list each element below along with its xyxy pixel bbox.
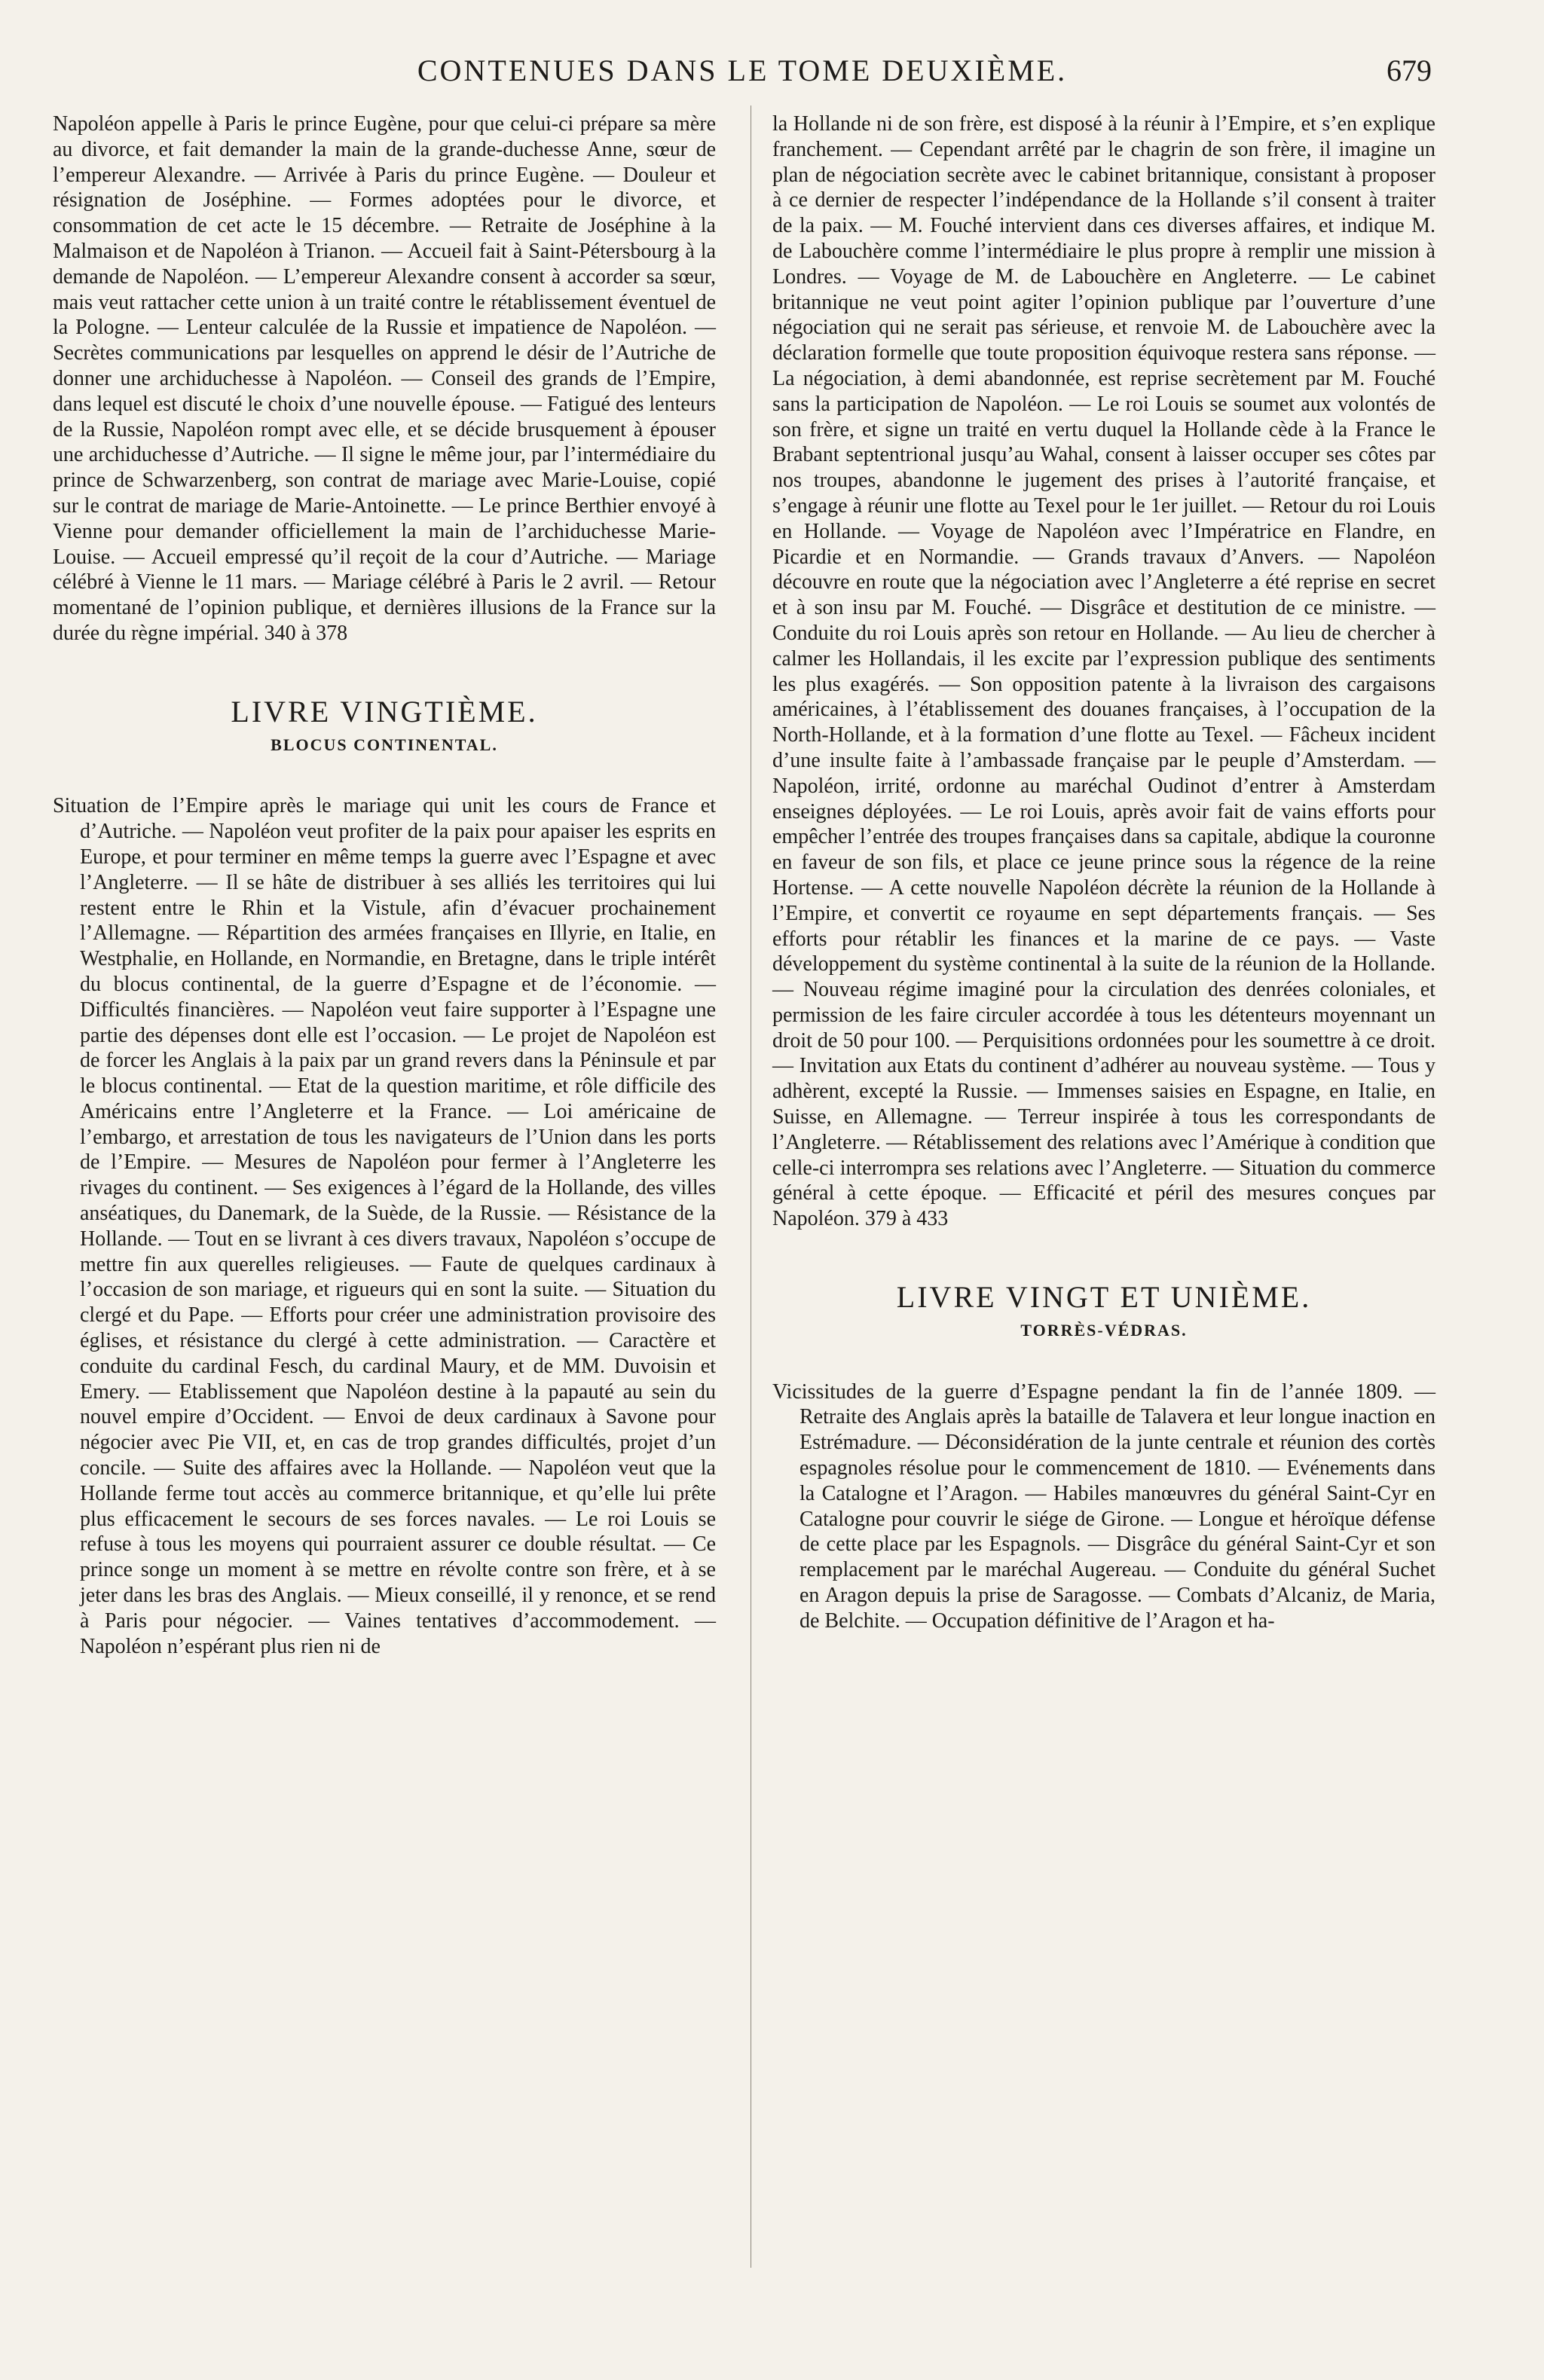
- summary-paragraph-3-text: la Hollande ni de son frère, est disposé à la réunir à l’Empire, et s’en explique franchement. — Cependant arrêté par le chagrin de son frère, il imagine un plan de négociation secrète avec le cabinet britannique, consistant à proposer à ce dernier de respecter l’indépendance de la Hollande s’il consent à traiter de la paix. — M. Fouché intervient dans ces diverses affaires, et indique M. de Labouchère comme l’intermédiaire le plus propre à remplir une mission à Londres. — Voyage de M. de Labouchère en Angleterre. — Le cabinet britannique ne veut point agiter l’opinion publique par l’ouverture d’une négociation qui ne serait pas sérieuse, et renvoie M. de Labouchère avec la déclaration formelle que toute proposition équivoque restera sans réponse. — La négociation, à demi abandonnée, est reprise secrètement par M. Fouché sans la participation de Napoléon. — Le roi Louis se soumet aux volontés de son frère, et signe un traité en vertu duquel la Hollande cède à la France le Brabant septentrional jusqu’au Wahal, consent à laisser occuper ses côtes par nos troupes, abandonne le jugement des prises à l’autorité française, et s’engage à réunir une flotte au Texel pour le 1er juillet. — Retour du roi Louis en Hollande. — Voyage de Napoléon avec l’Impératrice en Flandre, en Picardie et en Normandie. — Grands travaux d’Anvers. — Napoléon découvre en route que la négociation avec l’Angleterre a été reprise en secret et à son insu par M. Fouché. — Disgrâce et destitution de ce ministre. — Conduite du roi Louis après son retour en Hollande. — Au lieu de chercher à calmer les Hollandais, il les excite par l’expression publique des sentiments les plus exagérés. — Son opposition patente à la livraison des cargaisons américaines, à l’établissement des douanes françaises, à l’occupation de la North-Hollande, et à la formation d’une flotte au Texel. — Fâcheux incident d’une insulte faite à l’ambassade française par le peuple d’Amsterdam. — Napoléon, irrité, ordonne au maréchal Oudinot d’entrer à Amsterdam enseignes déployées. — Le roi Louis, après avoir fait de vains efforts pour empêcher l’entrée des troupes françaises dans sa capitale, abdique la couronne en faveur de son fils, et place ce jeune prince sous la régence de la reine Hortense. — A cette nouvelle Napoléon décrète la réunion de la Hollande à l’Empire, et convertit ce royaume en sept départements français. — Ses efforts pour rétablir les finances et la marine de ce pays. — Vaste développement du système continental à la suite de la réunion de la Hollande. — Nouveau régime imaginé pour la circulation des denrées coloniales, et permission de les faire circuler accordée à tous les détenteurs moyennant un droit de 50 pour 100. — Perquisitions ordonnées pour les soumettre à ce droit. — Invitation aux Etats du continent d’adhérer au nouveau système. — Tous y adhèrent, excepté la Russie. — Immenses saisies en Espagne, en Italie, en Suisse, en Allemagne. — Terreur inspirée à tous les correspondants de l’Angleterre. — Rétablissement des relations avec l’Amérique à condition que celle-ci interrompra ses relations avec l’Angleterre. — Situation du commerce général à cette époque. — Efficacité et péril des mesures conçues par Napoléon.: [772, 112, 1435, 1231]
- right-column: [772, 112, 1435, 1634]
- left-column: [53, 112, 716, 1659]
- book-title-livre-vingt-et-unieme: LIVRE VINGT ET UNIÈME.: [896, 1280, 1312, 1315]
- book-subtitle-blocus: BLOCUS CONTINENTAL.: [271, 735, 498, 754]
- book-subtitle-torres-vedras: TORRÈS-VÉDRAS.: [1020, 1320, 1188, 1340]
- page-header: [53, 53, 1432, 98]
- summary-paragraph-4: Vicissitudes de la guerre d’Espagne pendant la fin de l’année 1809. — Retraite des Anglais après la bataille de Talavera et leur longue inaction en Estrémadure. — Déconsidération de la junte centrale et réunion des cortès espagnoles résolue pour le commencement de 1810. — Evénements dans la Catalogne et l’Aragon. — Habiles manœuvres du général Saint-Cyr en Catalogne pour couvrir le siége de Girone. — Longue et héroïque défense de cette place par les Espagnols. — Disgrâce du général Saint-Cyr et son remplacement par le maréchal Augereau. — Conduite du général Suchet en Aragon depuis la prise de Saragosse. — Combats d’Alcaniz, de Maria, de Belchite. — Occupation définitive de l’Aragon et ha-: [772, 1379, 1435, 1633]
- summary-paragraph-1: [53, 112, 716, 646]
- summary-paragraph-1-text: Napoléon appelle à Paris le prince Eugène, pour que celui-ci prépare sa mère au divorce, et fait demander la main de la grande-duchesse Anne, sœur de l’empereur Alexandre. — Arrivée à Paris du prince Eugène. — Douleur et résignation de Joséphine. — Formes adoptées pour le divorce, et consommation de cet acte le 15 décembre. — Retraite de Joséphine à la Malmaison et de Napoléon à Trianon. — Accueil fait à Saint-Pétersbourg à la demande de Napoléon. — L’empereur Alexandre consent à accorder sa sœur, mais veut rattacher cette union à un traité contre le rétablissement éventuel de la Pologne. — Lenteur calculée de la Russie et impatience de Napoléon. — Secrètes communications par lesquelles on apprend le désir de l’Autriche de donner une archiduchesse à Napoléon. — Conseil des grands de l’Empire, dans lequel est discuté le choix d’une nouvelle épouse. — Fatigué des lenteurs de la Russie, Napoléon rompt avec elle, et se décide brusquement à épouser une archiduchesse d’Autriche. — Il signe le même jour, par l’intermédiaire du prince de Schwarzenberg, son contrat de mariage avec Marie-Louise, copié sur le contrat de mariage de Marie-Antoinette. — Le prince Berthier envoyé à Vienne pour demander officiellement la main de l’archiduchesse Marie-Louise. — Accueil empressé qu’il reçoit de la cour d’Autriche. — Mariage célébré à Vienne le 11 mars. — Mariage célébré à Paris le 2 avril. — Retour momentané de l’opinion publique, et dernières illusions de la France sur la durée du règne impérial.: [53, 112, 716, 645]
- page-range-2: 379 à 433: [864, 1207, 949, 1231]
- page-number: 679: [1387, 53, 1432, 87]
- running-head-title: CONTENUES DANS LE TOME DEUXIÈME.: [417, 53, 1068, 87]
- summary-paragraph-2: Situation de l’Empire après le mariage qui unit les cours de France et d’Autriche. — Napoléon veut profiter de la paix pour apaiser les esprits en Europe, et pour terminer en même temps la guerre avec l’Espagne et avec l’Angleterre. — Il se hâte de distribuer à ses alliés les territoires qui lui restent entre le Rhin et la Vistule, afin d’évacuer prochainement l’Allemagne. — Répartition des armées françaises en Illyrie, en Italie, en Westphalie, en Hollande, en Normandie, en Bretagne, dans le triple intérêt du blocus continental, de la guerre d’Espagne et de l’économie. — Difficultés financières. — Napoléon veut faire supporter à l’Espagne une partie des dépenses dont elle est l’occasion. — Le projet de Napoléon est de forcer les Anglais à la paix par un grand revers dans la Péninsule et par le blocus continental. — Etat de la question maritime, et rôle difficile des Américains entre l’Angleterre et la France. — Loi américaine de l’embargo, et arrestation de tous les navigateurs de l’Union dans les ports de l’Empire. — Mesures de Napoléon pour fermer à l’Angleterre les rivages du continent. — Ses exigences à l’égard de la Hollande, des villes anséatiques, du Danemark, de la Suède, de la Russie. — Résistance de la Hollande. — Tout en se livrant à ces divers travaux, Napoléon s’occupe de mettre fin aux querelles religieuses. — Faute de quelques cardinaux à l’occasion de son mariage, et rigueurs qui en sont la suite. — Situation du clergé et du Pape. — Efforts pour créer une administration provisoire des églises, et résistance du clergé à cette administration. — Caractère et conduite du cardinal Fesch, du cardinal Maury, et de MM. Duvoisin et Emery. — Etablissement que Napoléon destine à la papauté au sein du nouvel empire d’Occident. — Envoi de deux cardinaux à Savone pour négocier avec Pie VII, et, en cas de trop grandes difficultés, projet d’un concile. — Suite des affaires avec la Hollande. — Napoléon veut que la Hollande ferme tout accès au commerce britannique, et qu’elle lui prête plus efficacement le secours de ses forces navales. — Le roi Louis se refuse à tous les moyens qui pourraient assurer ce double résultat. — Ce prince songe un moment à se mettre en révolte contre son frère, et à se jeter dans les bras des Anglais. — Mieux conseillé, il y renonce, et se rend à Paris pour négocier. — Vaines tentatives d’accommodement. — Napoléon n’espérant plus rien ni de: [53, 794, 716, 1658]
- book-title-livre-vingtieme: LIVRE VINGTIÈME.: [231, 694, 538, 729]
- page-range-1: 340 à 378: [264, 621, 348, 645]
- summary-paragraph-3: [772, 112, 1435, 1232]
